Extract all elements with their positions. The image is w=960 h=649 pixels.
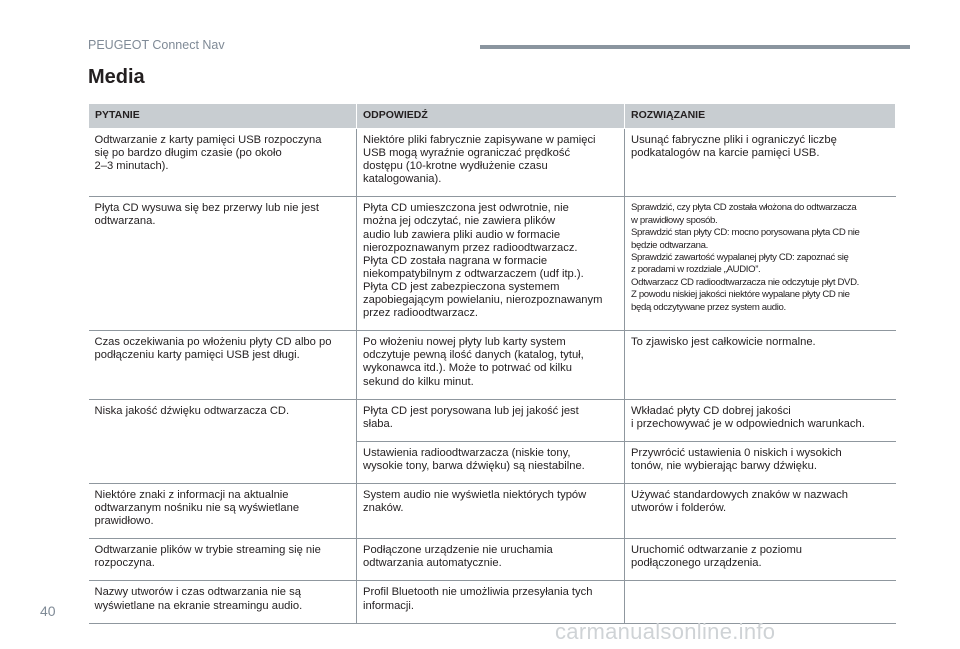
table-row (89, 483, 896, 538)
solution-text: To zjawisko jest całkowicie normalne. (631, 336, 816, 349)
watermark: carmanualsonline.info (555, 619, 776, 644)
solution-cell (625, 331, 896, 399)
running-title: PEUGEOT Connect Nav (88, 38, 225, 52)
answer-cell (357, 129, 625, 197)
question-cell (89, 399, 357, 483)
question-cell (89, 483, 357, 538)
answer-text: Podłączone urządzenie nie uruchamia odtwarzania automatycznie. (363, 544, 553, 570)
solution-cell (625, 399, 896, 441)
solution-cell (625, 539, 896, 581)
solution-text: Sprawdzić, czy płyta CD została włożona do odtwarzacza w prawidłowy sposób. Sprawdzić stan płyty CD: mocno porysowana płyta CD nie będzie odtwarzana. Sprawdzić zawartość wypalanej płyty CD: zapoznać się z poradami w rozdziale „AUDIO”. Odtwarzacz CD radioodtwarzacza nie odczytuje płyt DVD. Z powodu niskiej jakości niektóre wypalane płyty CD nie będą odczytywane przez system audio. (631, 202, 860, 313)
question-cell (89, 581, 357, 623)
table-row (89, 197, 896, 331)
solution-text: Uruchomić odtwarzanie z poziomu podłączonego urządzenia. (631, 544, 802, 570)
answer-cell (357, 331, 625, 399)
answer-cell (357, 399, 625, 441)
table-row (89, 129, 896, 197)
table-row (89, 399, 896, 441)
solution-cell (625, 483, 896, 538)
column-header-solution: ROZWIĄZANIE (625, 104, 896, 129)
answer-text: Po włożeniu nowej płyty lub karty system odczytuje pewną ilość danych (katalog, tytuł, wykonawca itd.). Może to potrwać od kilku sekund do kilku minut. (363, 336, 584, 388)
answer-text: Niektóre pliki fabrycznie zapisywane w pamięci USB mogą wyraźnie ograniczać prędkość dostępu (10-krotne wydłużenie czasu katalogowania). (363, 134, 596, 186)
solution-text: Przywrócić ustawienia 0 niskich i wysokich tonów, nie wybierając barwy dźwięku. (631, 446, 842, 472)
question-cell (89, 539, 357, 581)
table-row (89, 581, 896, 623)
answer-text: Płyta CD umieszczona jest odwrotnie, nie można jej odczytać, nie zawiera plików audio lub zawiera pliki audio w formacie nierozpoznawanym przez radioodtwarzacz. Płyta CD została nagrana w formacie niekompatybilnym z odtwarzaczem (udf itp.). Płyta CD jest zabezpieczona systemem zapobiegającym powielaniu, nierozpoznawanym przez radioodtwarzacz. (363, 202, 603, 320)
table-header-row (89, 104, 896, 129)
question-text: Nazwy utworów i czas odtwarzania nie są wyświetlane na ekranie streamingu audio. (94, 586, 303, 612)
question-text: Czas oczekiwania po włożeniu płyty CD albo po podłączeniu karty pamięci USB jest długi. (94, 336, 332, 362)
solution-cell (625, 197, 896, 331)
header-rule (480, 45, 910, 49)
answer-text: System audio nie wyświetla niektórych typów znaków. (363, 488, 587, 515)
question-text: Niska jakość dźwięku odtwarzacza CD. (94, 404, 290, 417)
question-cell (89, 129, 357, 197)
question-cell (89, 197, 357, 331)
question-text: Niektóre znaki z informacji na aktualnie odtwarzanym nośniku nie są wyświetlane prawidłowo. (94, 488, 300, 528)
section-title: Media (88, 66, 145, 88)
column-header-answer: ODPOWIEDŹ (357, 104, 625, 129)
answer-text: Profil Bluetooth nie umożliwia przesyłania tych informacji. (363, 586, 593, 612)
solution-text: Usunąć fabryczne pliki i ograniczyć liczbę podkatalogów na karcie pamięci USB. (631, 134, 837, 160)
answer-text: Ustawienia radioodtwarzacza (niskie tony, wysokie tony, barwa dźwięku) są niestabilne. (363, 446, 585, 472)
solution-text: Używać standardowych znaków w nazwach utworów i folderów. (631, 488, 849, 515)
answer-cell (357, 581, 625, 623)
faq-table (88, 103, 896, 624)
answer-cell (357, 483, 625, 538)
solution-cell (625, 441, 896, 483)
table-row (89, 331, 896, 399)
page-number: 40 (40, 603, 56, 619)
question-text: Odtwarzanie plików w trybie streaming się nie rozpoczyna. (94, 544, 321, 570)
solution-text: Wkładać płyty CD dobrej jakości i przechowywać je w odpowiednich warunkach. (631, 404, 865, 430)
answer-cell (357, 539, 625, 581)
solution-cell (625, 581, 896, 623)
answer-cell (357, 197, 625, 331)
solution-cell (625, 129, 896, 197)
column-header-question: PYTANIE (89, 104, 357, 129)
question-text: Odtwarzanie z karty pamięci USB rozpoczyna się po bardzo długim czasie (po około 2–3 minutach). (94, 134, 322, 173)
question-cell (89, 331, 357, 399)
table-row (89, 539, 896, 581)
question-text: Płyta CD wysuwa się bez przerwy lub nie jest odtwarzana. (94, 202, 319, 228)
answer-text: Płyta CD jest porysowana lub jej jakość jest słaba. (363, 404, 579, 430)
answer-cell (357, 441, 625, 483)
